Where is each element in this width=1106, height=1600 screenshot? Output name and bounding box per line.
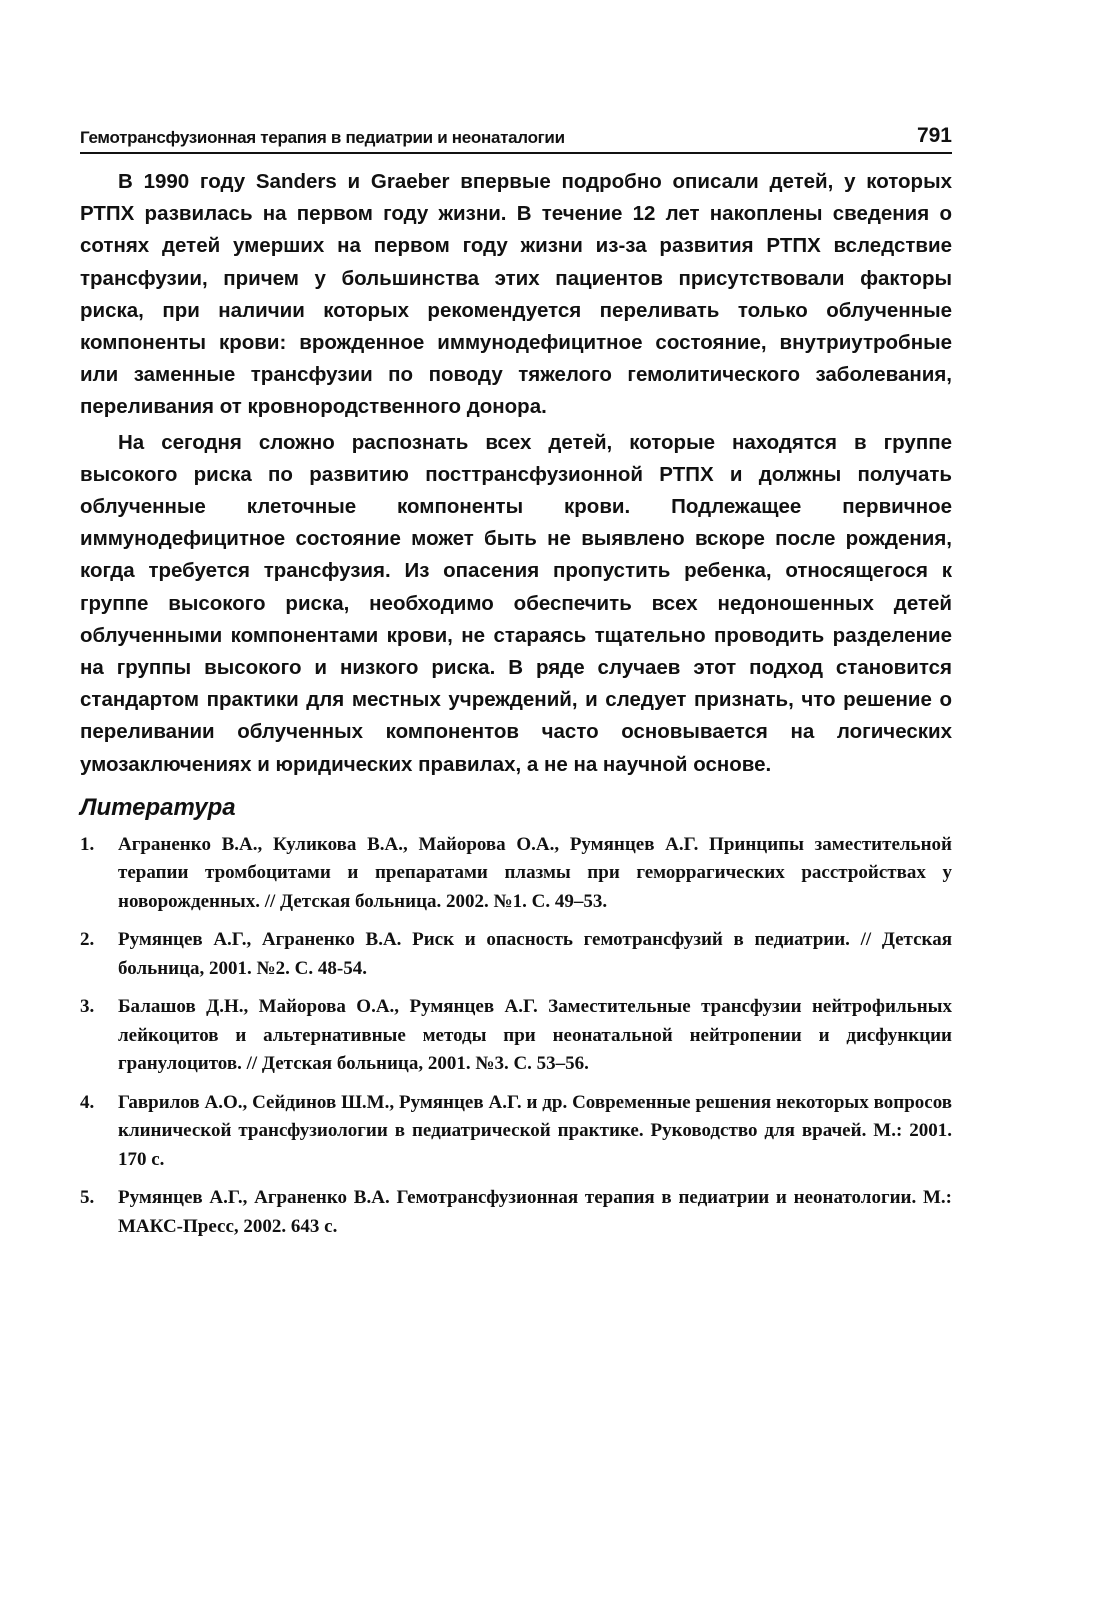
reference-text: Аграненко В.А., Куликова В.А., Майорова О.А., Румянцев А.Г. Принципы заместительной терапии тромбоцитами и препаратами плазмы при геморрагических расстройствах у новорожденных. // Детская больница. 2002. №1. С. 49–53. <box>118 833 952 912</box>
reference-text: Румянцев А.Г., Аграненко В.А. Риск и опасность гемотрансфузий в педиатрии. // Детская больница, 2001. №2. С. 48-54. <box>118 929 952 979</box>
reference-number: 2. <box>80 929 95 951</box>
body-text <box>80 166 952 781</box>
reference-number: 4. <box>80 1091 95 1113</box>
reference-number: 5. <box>80 1187 95 1209</box>
reference-item <box>80 831 952 917</box>
reference-item <box>80 1089 952 1175</box>
paragraph: В 1990 году Sanders и Graeber впервые подробно описали детей, у которых РТПХ развилась на первом году жизни. В течение 12 лет накоплены сведения о сотнях детей умерших на первом году жизни из-за развития РТПХ вследствие трансфузии, причем у большинства этих пациентов присутствовали факторы риска, при наличии которых рекомендуется переливать только облученные компоненты крови: врожденное иммунодефицитное состояние, внутриутробные или заменные трансфузии по поводу тяжелого гемолитического заболевания, переливания от кровнородственного донора. <box>80 170 952 419</box>
page-number: 791 <box>916 124 952 147</box>
reference-item <box>80 1184 952 1241</box>
reference-text: Гаврилов А.О., Сейдинов Ш.М., Румянцев А.Г. и др. Современные решения некоторых вопросов клинической трансфузиологии в педиатрической практике. Руководство для врачей. М.: 2001. 170 с. <box>118 1091 952 1170</box>
reference-text: Балашов Д.Н., Майорова О.А., Румянцев А.Г. Заместительные трансфузии нейтрофильных лейкоцитов и альтернативные методы при неонатальной нейтропении и дисфункции гранулоцитов. // Детская больница, 2001. №3. С. 53–56. <box>118 996 952 1075</box>
reference-number: 3. <box>80 996 95 1018</box>
reference-item <box>80 926 952 983</box>
book-page <box>80 124 952 1251</box>
reference-text: Румянцев А.Г., Аграненко В.А. Гемотрансфузионная терапия в педиатрии и неонатологии. М.: МАКС-Пресс, 2002. 643 с. <box>118 1187 952 1237</box>
references-heading: Литература <box>80 793 236 821</box>
reference-item <box>80 993 952 1079</box>
running-header <box>80 124 952 154</box>
paragraph: На сегодня сложно распознать всех детей, которые находятся в группе высокого риска по развитию посттрансфузионной РТПХ и должны получать облученные клеточные компоненты крови. Подлежащее первичное иммунодефицитное состояние может быть не выявлено вскоре после рождения, когда требуется трансфузия. Из опасения пропустить ребенка, относящегося к группе высокого риска, необходимо обеспечить всех недоношенных детей облученными компонентами крови, не стараясь тщательно проводить разделение на группы высокого и низкого риска. В ряде случаев этот подход становится стандартом практики для местных учреждений, и следует признать, что решение о переливании облученных компонентов часто основывается на логических умозаключениях и юридических правилах, а не на научной основе. <box>80 430 952 776</box>
references-list <box>80 831 952 1242</box>
running-title: Гемотрансфузионная терапия в педиатрии и неонаталогии <box>80 128 565 147</box>
reference-number: 1. <box>80 833 95 855</box>
